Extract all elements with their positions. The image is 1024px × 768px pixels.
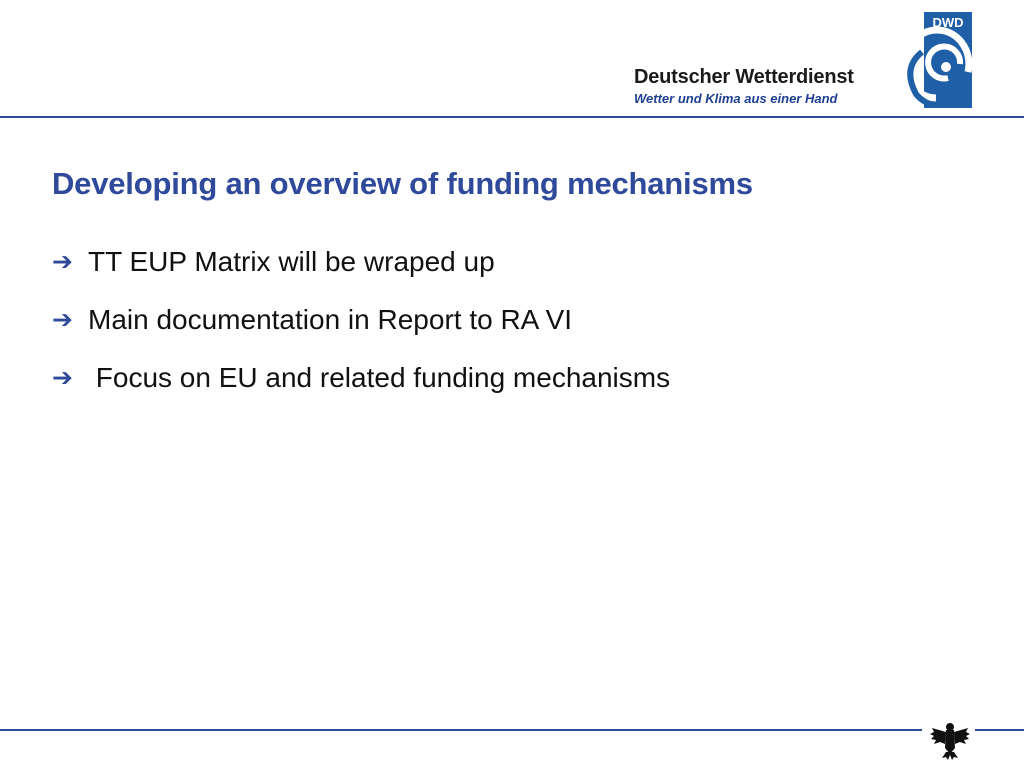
list-item: [52, 360, 670, 418]
bullet-text: TT EUP Matrix will be wraped up: [88, 246, 495, 277]
list-item: [52, 302, 670, 360]
arrow-right-icon: ➔: [52, 247, 73, 276]
arrow-right-icon: ➔: [52, 305, 73, 334]
slide-title: Developing an overview of funding mechanisms: [52, 166, 753, 201]
footer-divider-right: [975, 729, 1024, 731]
bullet-text: Main documentation in Report to RA VI: [88, 304, 573, 335]
org-name: Deutscher Wetterdienst: [634, 66, 854, 88]
bullet-list: [52, 244, 670, 418]
footer-divider: [0, 729, 922, 731]
arrow-right-icon: ➔: [52, 363, 73, 392]
org-tagline: Wetter und Klima aus einer Hand: [634, 91, 838, 106]
list-item: [52, 244, 670, 302]
dwd-logo: [898, 12, 974, 108]
federal-eagle-icon: [928, 718, 972, 762]
brand-block: [634, 66, 896, 106]
header-divider: [0, 116, 1024, 118]
logo-text: DWD: [932, 15, 964, 30]
bullet-text: Focus on EU and related funding mechanisms: [88, 362, 671, 393]
